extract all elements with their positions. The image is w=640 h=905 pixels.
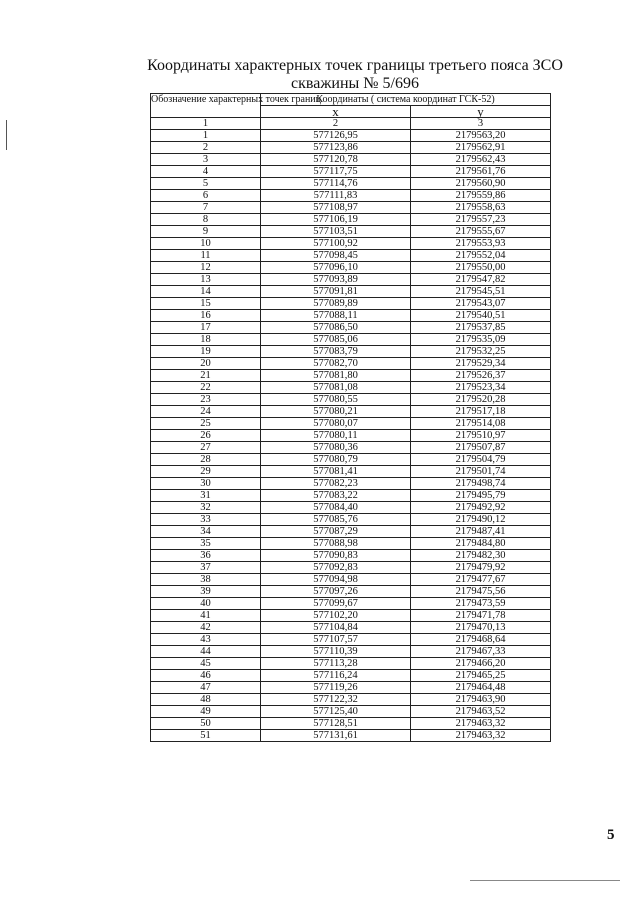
- x-coordinate-cell: 577080,79: [261, 454, 411, 466]
- table-row: [151, 730, 551, 742]
- x-coordinate-cell: 577094,98: [261, 574, 411, 586]
- x-coordinate-cell: 577097,26: [261, 586, 411, 598]
- x-coordinate-cell: 577082,70: [261, 358, 411, 370]
- table-row: [151, 142, 551, 154]
- x-coordinate-cell: 577082,23: [261, 478, 411, 490]
- x-coordinate-cell: 577103,51: [261, 226, 411, 238]
- x-coordinate-cell: 577113,28: [261, 658, 411, 670]
- y-coordinate-cell: 2179560,90: [411, 178, 551, 190]
- y-coordinate-cell: 2179547,82: [411, 274, 551, 286]
- x-coordinate-cell: 577120,78: [261, 154, 411, 166]
- table-row: [151, 322, 551, 334]
- y-coordinate-cell: 2179465,25: [411, 670, 551, 682]
- x-coordinate-cell: 577080,07: [261, 418, 411, 430]
- point-number-cell: 11: [151, 250, 261, 262]
- point-number-cell: 2: [151, 142, 261, 154]
- x-coordinate-cell: 577087,29: [261, 526, 411, 538]
- x-coordinate-cell: 577128,51: [261, 718, 411, 730]
- x-coordinate-cell: 577111,83: [261, 190, 411, 202]
- table-row: [151, 610, 551, 622]
- y-coordinate-cell: 2179561,76: [411, 166, 551, 178]
- table-row: [151, 562, 551, 574]
- table-row: [151, 658, 551, 670]
- table-row: [151, 670, 551, 682]
- y-coordinate-cell: 2179526,37: [411, 370, 551, 382]
- table-row: [151, 346, 551, 358]
- point-number-cell: 32: [151, 502, 261, 514]
- point-number-cell: 47: [151, 682, 261, 694]
- x-coordinate-cell: 577081,41: [261, 466, 411, 478]
- point-number-cell: 9: [151, 226, 261, 238]
- point-number-cell: 27: [151, 442, 261, 454]
- table-row: [151, 286, 551, 298]
- x-coordinate-cell: 577119,26: [261, 682, 411, 694]
- y-coordinate-cell: 2179543,07: [411, 298, 551, 310]
- y-coordinate-cell: 2179545,51: [411, 286, 551, 298]
- table-header: [151, 94, 551, 130]
- x-coordinate-cell: 577080,21: [261, 406, 411, 418]
- point-number-cell: 41: [151, 610, 261, 622]
- point-number-cell: 36: [151, 550, 261, 562]
- x-coordinate-cell: 577110,39: [261, 646, 411, 658]
- y-coordinate-cell: 2179467,33: [411, 646, 551, 658]
- point-number-cell: 18: [151, 334, 261, 346]
- y-coordinate-cell: 2179537,85: [411, 322, 551, 334]
- x-coordinate-cell: 577114,76: [261, 178, 411, 190]
- table-row: [151, 262, 551, 274]
- y-coordinate-cell: 2179504,79: [411, 454, 551, 466]
- point-number-cell: 15: [151, 298, 261, 310]
- y-coordinate-cell: 2179557,23: [411, 214, 551, 226]
- table-row: [151, 274, 551, 286]
- x-coordinate-cell: 577106,19: [261, 214, 411, 226]
- table-row: [151, 298, 551, 310]
- point-number-cell: 34: [151, 526, 261, 538]
- point-number-cell: 8: [151, 214, 261, 226]
- point-number-cell: 7: [151, 202, 261, 214]
- point-number-cell: 1: [151, 130, 261, 142]
- x-coordinate-cell: 577085,76: [261, 514, 411, 526]
- point-number-cell: 46: [151, 670, 261, 682]
- column-index-cell: 1: [151, 118, 261, 130]
- header-x: x: [261, 106, 411, 118]
- y-coordinate-cell: 2179517,18: [411, 406, 551, 418]
- table-row: [151, 214, 551, 226]
- x-coordinate-cell: 577085,06: [261, 334, 411, 346]
- y-coordinate-cell: 2179562,43: [411, 154, 551, 166]
- point-number-cell: 49: [151, 706, 261, 718]
- x-coordinate-cell: 577092,83: [261, 562, 411, 574]
- y-coordinate-cell: 2179532,25: [411, 346, 551, 358]
- page-number: 5: [607, 827, 615, 843]
- y-coordinate-cell: 2179470,13: [411, 622, 551, 634]
- x-coordinate-cell: 577083,79: [261, 346, 411, 358]
- x-coordinate-cell: 577098,45: [261, 250, 411, 262]
- table-row: [151, 418, 551, 430]
- scan-mark-bottom: [470, 880, 620, 881]
- x-coordinate-cell: 577123,86: [261, 142, 411, 154]
- table-row: [151, 226, 551, 238]
- table-row: [151, 634, 551, 646]
- table-row: [151, 502, 551, 514]
- table-row: [151, 382, 551, 394]
- table-row: [151, 706, 551, 718]
- y-coordinate-cell: 2179468,64: [411, 634, 551, 646]
- y-coordinate-cell: 2179490,12: [411, 514, 551, 526]
- point-number-cell: 6: [151, 190, 261, 202]
- y-coordinate-cell: 2179479,92: [411, 562, 551, 574]
- y-coordinate-cell: 2179562,91: [411, 142, 551, 154]
- point-number-cell: 3: [151, 154, 261, 166]
- x-coordinate-cell: 577107,57: [261, 634, 411, 646]
- coordinates-table: [150, 93, 551, 742]
- y-coordinate-cell: 2179529,34: [411, 358, 551, 370]
- x-coordinate-cell: 577081,80: [261, 370, 411, 382]
- y-coordinate-cell: 2179484,80: [411, 538, 551, 550]
- y-coordinate-cell: 2179464,48: [411, 682, 551, 694]
- point-number-cell: 22: [151, 382, 261, 394]
- x-coordinate-cell: 577104,84: [261, 622, 411, 634]
- table-row: [151, 694, 551, 706]
- y-coordinate-cell: 2179514,08: [411, 418, 551, 430]
- point-number-cell: 25: [151, 418, 261, 430]
- x-coordinate-cell: 577126,95: [261, 130, 411, 142]
- point-number-cell: 33: [151, 514, 261, 526]
- y-coordinate-cell: 2179487,41: [411, 526, 551, 538]
- table-row: [151, 166, 551, 178]
- x-coordinate-cell: 577088,98: [261, 538, 411, 550]
- point-number-cell: 14: [151, 286, 261, 298]
- point-number-cell: 50: [151, 718, 261, 730]
- table-row: [151, 358, 551, 370]
- point-number-cell: 39: [151, 586, 261, 598]
- table-row: [151, 646, 551, 658]
- point-number-cell: 20: [151, 358, 261, 370]
- table-row: [151, 310, 551, 322]
- y-coordinate-cell: 2179463,52: [411, 706, 551, 718]
- column-index-row: [151, 118, 551, 130]
- x-coordinate-cell: 577091,81: [261, 286, 411, 298]
- point-number-cell: 43: [151, 634, 261, 646]
- table-row: [151, 430, 551, 442]
- table-row: [151, 622, 551, 634]
- table-row: [151, 154, 551, 166]
- table-row: [151, 478, 551, 490]
- table-row: [151, 130, 551, 142]
- x-coordinate-cell: 577099,67: [261, 598, 411, 610]
- x-coordinate-cell: 577083,22: [261, 490, 411, 502]
- x-coordinate-cell: 577080,11: [261, 430, 411, 442]
- header-coordinate-system: Координаты ( система координат ГСК-52): [261, 94, 551, 106]
- header-point-designation: Обозначение характерных точек границ: [151, 94, 261, 118]
- y-coordinate-cell: 2179477,67: [411, 574, 551, 586]
- table-row: [151, 238, 551, 250]
- y-coordinate-cell: 2179501,74: [411, 466, 551, 478]
- point-number-cell: 12: [151, 262, 261, 274]
- x-coordinate-cell: 577116,24: [261, 670, 411, 682]
- x-coordinate-cell: 577100,92: [261, 238, 411, 250]
- y-coordinate-cell: 2179466,20: [411, 658, 551, 670]
- table-row: [151, 250, 551, 262]
- point-number-cell: 42: [151, 622, 261, 634]
- point-number-cell: 31: [151, 490, 261, 502]
- table-row: [151, 202, 551, 214]
- x-coordinate-cell: 577089,89: [261, 298, 411, 310]
- y-coordinate-cell: 2179535,09: [411, 334, 551, 346]
- x-coordinate-cell: 577122,32: [261, 694, 411, 706]
- table-row: [151, 490, 551, 502]
- column-index-cell: 2: [261, 118, 411, 130]
- point-number-cell: 40: [151, 598, 261, 610]
- x-coordinate-cell: 577081,08: [261, 382, 411, 394]
- y-coordinate-cell: 2179495,79: [411, 490, 551, 502]
- y-coordinate-cell: 2179540,51: [411, 310, 551, 322]
- point-number-cell: 23: [151, 394, 261, 406]
- table-row: [151, 574, 551, 586]
- x-coordinate-cell: 577096,10: [261, 262, 411, 274]
- y-coordinate-cell: 2179523,34: [411, 382, 551, 394]
- scan-mark-left: [6, 120, 7, 150]
- y-coordinate-cell: 2179475,56: [411, 586, 551, 598]
- x-coordinate-cell: 577090,83: [261, 550, 411, 562]
- table-row: [151, 682, 551, 694]
- x-coordinate-cell: 577102,20: [261, 610, 411, 622]
- x-coordinate-cell: 577131,61: [261, 730, 411, 742]
- table-row: [151, 718, 551, 730]
- x-coordinate-cell: 577117,75: [261, 166, 411, 178]
- y-coordinate-cell: 2179471,78: [411, 610, 551, 622]
- point-number-cell: 37: [151, 562, 261, 574]
- table-row: [151, 466, 551, 478]
- title-line-1: Координаты характерных точек границы третьего пояса ЗСО: [147, 57, 563, 74]
- y-coordinate-cell: 2179559,86: [411, 190, 551, 202]
- x-coordinate-cell: 577088,11: [261, 310, 411, 322]
- table-row: [151, 538, 551, 550]
- point-number-cell: 21: [151, 370, 261, 382]
- point-number-cell: 44: [151, 646, 261, 658]
- title-line-2: скважины № 5/696: [291, 75, 419, 92]
- point-number-cell: 24: [151, 406, 261, 418]
- point-number-cell: 17: [151, 322, 261, 334]
- y-coordinate-cell: 2179510,97: [411, 430, 551, 442]
- y-coordinate-cell: 2179482,30: [411, 550, 551, 562]
- x-coordinate-cell: 577125,40: [261, 706, 411, 718]
- table-row: [151, 454, 551, 466]
- y-coordinate-cell: 2179507,87: [411, 442, 551, 454]
- table-row: [151, 334, 551, 346]
- point-number-cell: 5: [151, 178, 261, 190]
- table-row: [151, 178, 551, 190]
- y-coordinate-cell: 2179558,63: [411, 202, 551, 214]
- page-title: [100, 57, 610, 93]
- y-coordinate-cell: 2179550,00: [411, 262, 551, 274]
- point-number-cell: 28: [151, 454, 261, 466]
- table-row: [151, 586, 551, 598]
- header-y: y: [411, 106, 551, 118]
- x-coordinate-cell: 577086,50: [261, 322, 411, 334]
- table-row: [151, 550, 551, 562]
- y-coordinate-cell: 2179552,04: [411, 250, 551, 262]
- x-coordinate-cell: 577080,36: [261, 442, 411, 454]
- x-coordinate-cell: 577108,97: [261, 202, 411, 214]
- table-row: [151, 406, 551, 418]
- y-coordinate-cell: 2179463,32: [411, 730, 551, 742]
- point-number-cell: 26: [151, 430, 261, 442]
- y-coordinate-cell: 2179563,20: [411, 130, 551, 142]
- point-number-cell: 29: [151, 466, 261, 478]
- x-coordinate-cell: 577084,40: [261, 502, 411, 514]
- point-number-cell: 4: [151, 166, 261, 178]
- point-number-cell: 35: [151, 538, 261, 550]
- table-row: [151, 442, 551, 454]
- point-number-cell: 48: [151, 694, 261, 706]
- table-row: [151, 514, 551, 526]
- point-number-cell: 45: [151, 658, 261, 670]
- point-number-cell: 16: [151, 310, 261, 322]
- point-number-cell: 19: [151, 346, 261, 358]
- table-row: [151, 598, 551, 610]
- y-coordinate-cell: 2179555,67: [411, 226, 551, 238]
- point-number-cell: 30: [151, 478, 261, 490]
- y-coordinate-cell: 2179463,32: [411, 718, 551, 730]
- y-coordinate-cell: 2179498,74: [411, 478, 551, 490]
- point-number-cell: 51: [151, 730, 261, 742]
- table-row: [151, 394, 551, 406]
- table-row: [151, 190, 551, 202]
- x-coordinate-cell: 577093,89: [261, 274, 411, 286]
- table-body: [151, 130, 551, 742]
- table-row: [151, 526, 551, 538]
- y-coordinate-cell: 2179520,28: [411, 394, 551, 406]
- y-coordinate-cell: 2179463,90: [411, 694, 551, 706]
- x-coordinate-cell: 577080,55: [261, 394, 411, 406]
- y-coordinate-cell: 2179553,93: [411, 238, 551, 250]
- point-number-cell: 10: [151, 238, 261, 250]
- table-row: [151, 370, 551, 382]
- point-number-cell: 13: [151, 274, 261, 286]
- y-coordinate-cell: 2179492,92: [411, 502, 551, 514]
- point-number-cell: 38: [151, 574, 261, 586]
- column-index-cell: 3: [411, 118, 551, 130]
- y-coordinate-cell: 2179473,59: [411, 598, 551, 610]
